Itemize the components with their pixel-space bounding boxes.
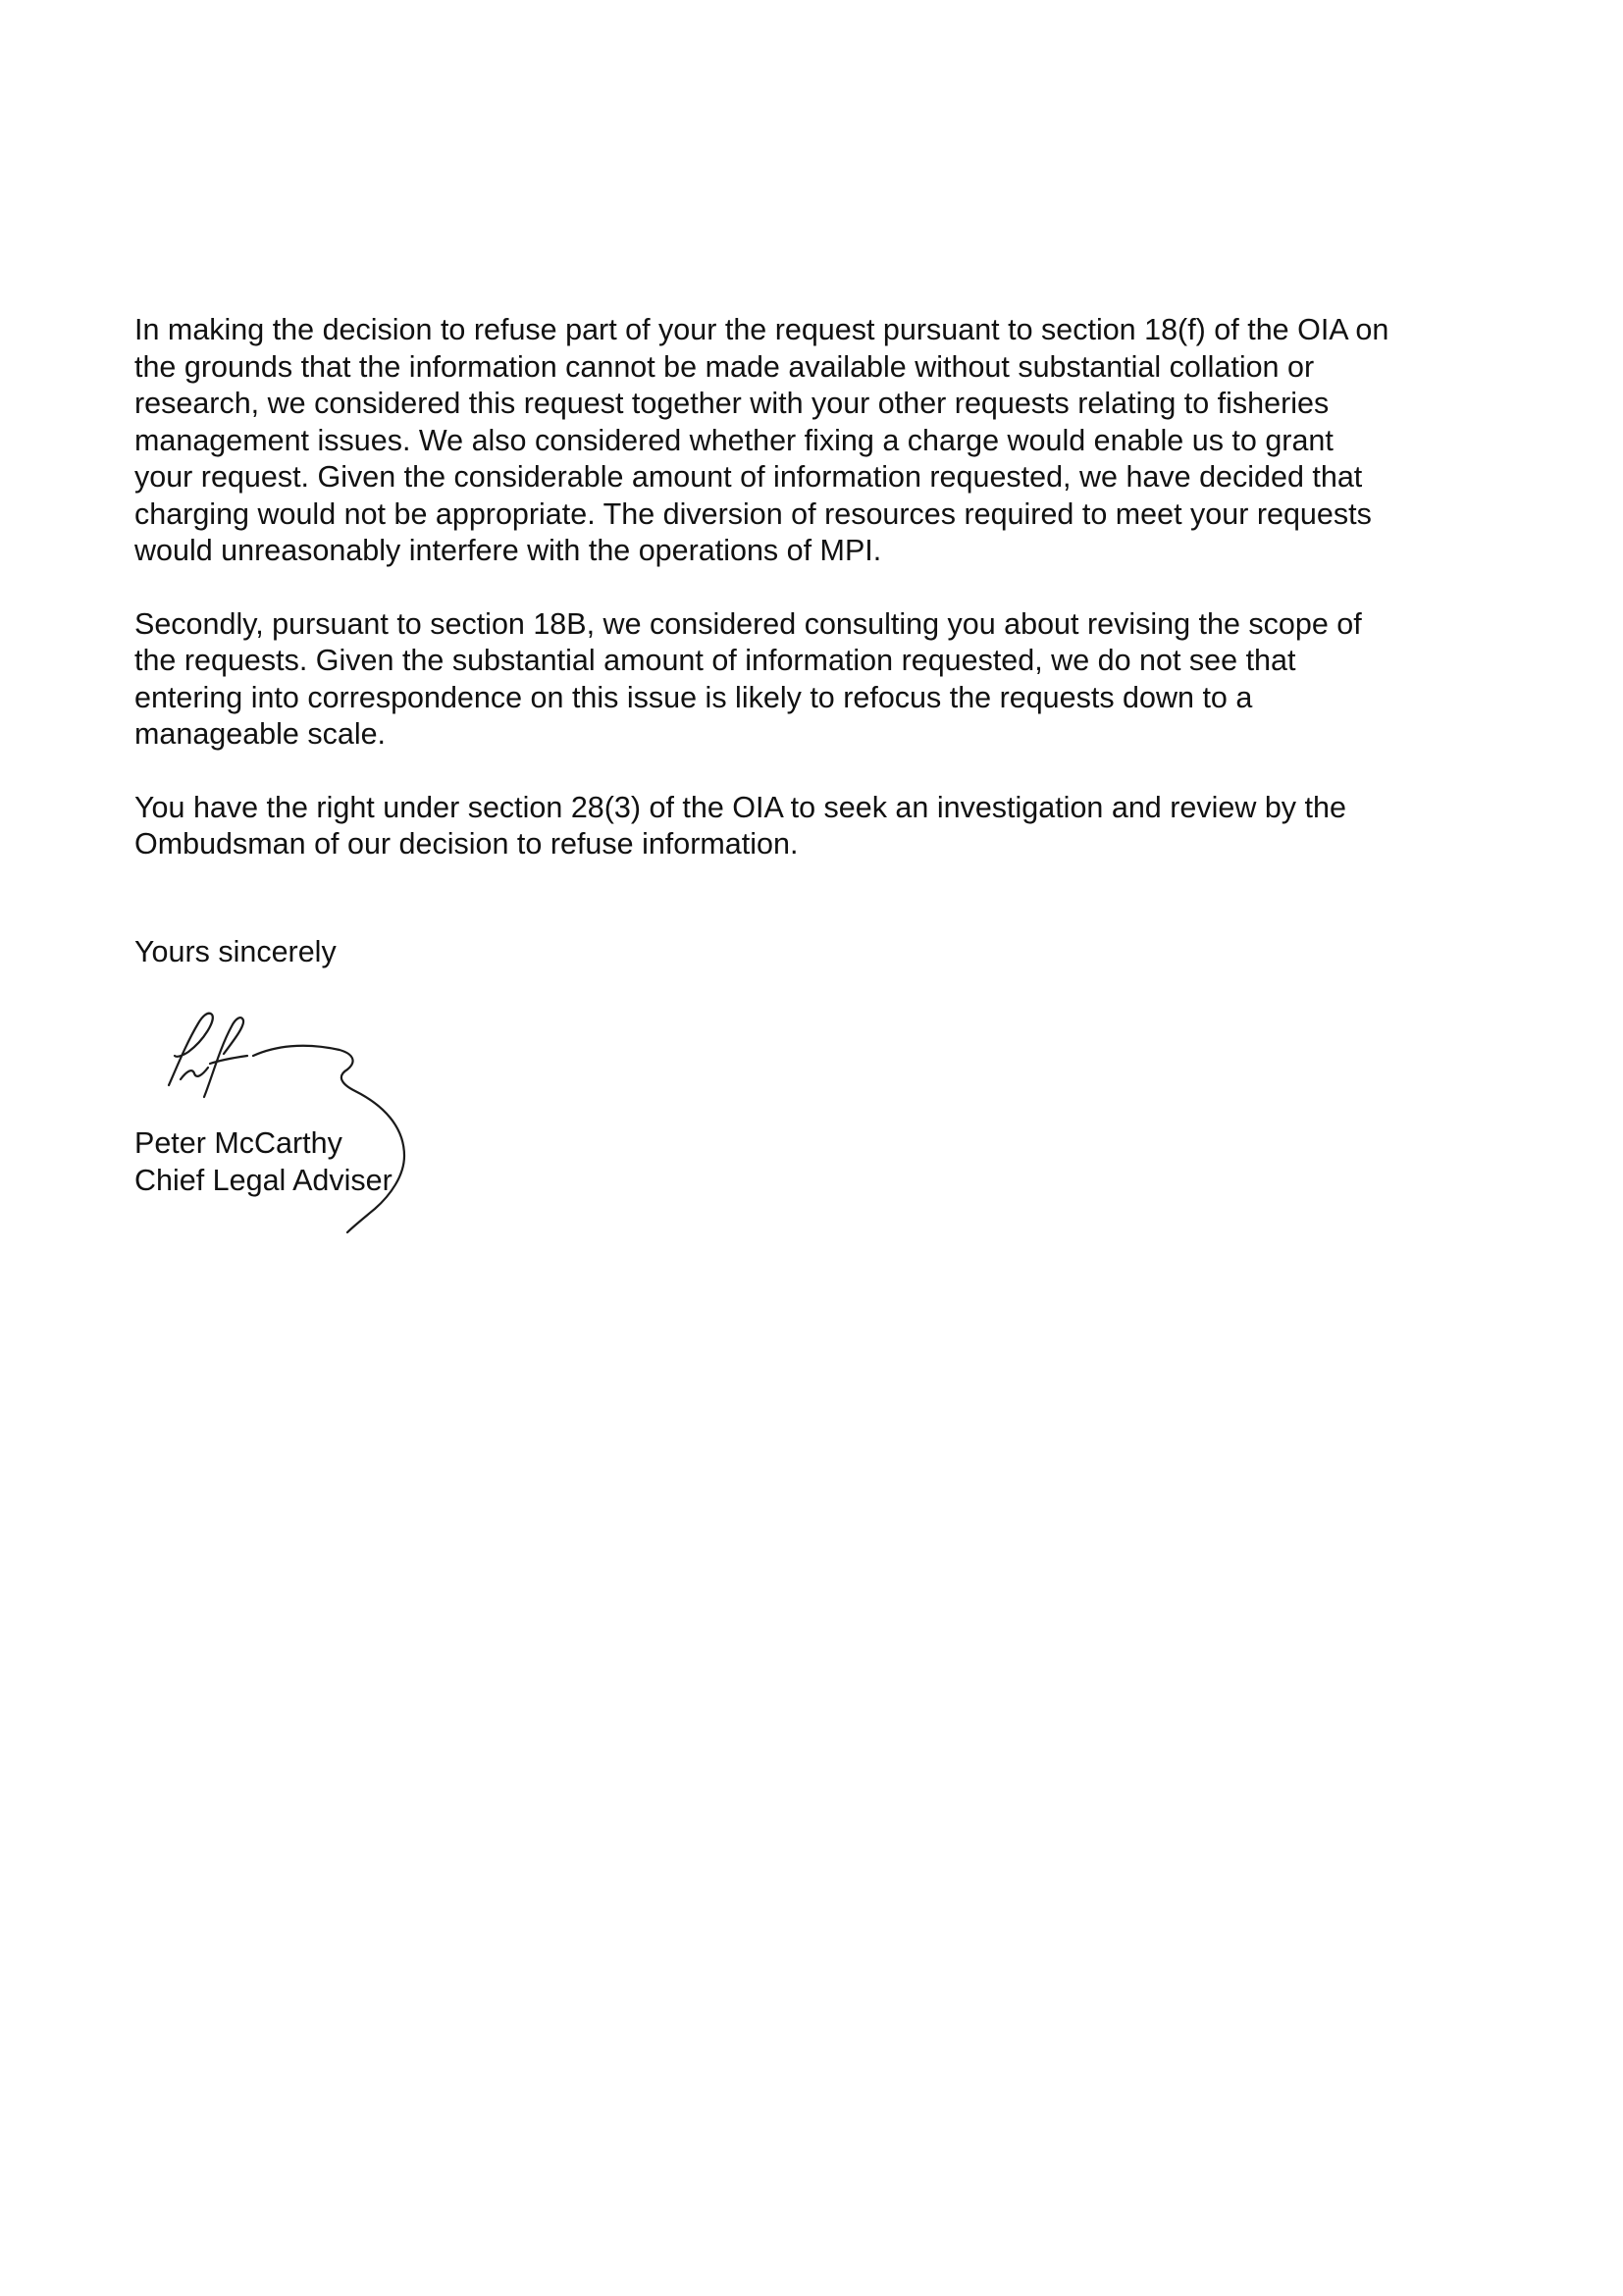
closing-salutation: Yours sincerely [134, 934, 337, 968]
handwritten-signature-icon [147, 999, 432, 1234]
signatory-block [134, 1124, 393, 1199]
paragraph-refusal-decision: In making the decision to refuse part of your the request pursuant to section 18(f) of the OIA on the grounds that the information cannot be made available without substantial collation or research, we considered this request together with your other requests relating to fisheries management issues. We also considered whether fixing a charge would enable us to grant your request. Given the considerable amount of information requested, we have decided that charging would not be appropriate. The diversion of resources required to meet your requests would unreasonably interfere with the operations of MPI. [134, 313, 1389, 567]
paragraph-scope-consultation: Secondly, pursuant to section 18B, we considered consulting you about revising the scope of the requests. Given the substantial amount of information requested, we do not see that entering into correspondence on this issue is likely to refocus the requests down to a manageable scale. [134, 606, 1362, 751]
letter-body [134, 312, 1498, 970]
paragraph-right-of-review: You have the right under section 28(3) of the OIA to seek an investigation and review by the Ombudsman of our decision to refuse information. [134, 790, 1346, 861]
signatory-title: Chief Legal Adviser [134, 1164, 393, 1197]
signatory-name: Peter McCarthy [134, 1126, 342, 1160]
